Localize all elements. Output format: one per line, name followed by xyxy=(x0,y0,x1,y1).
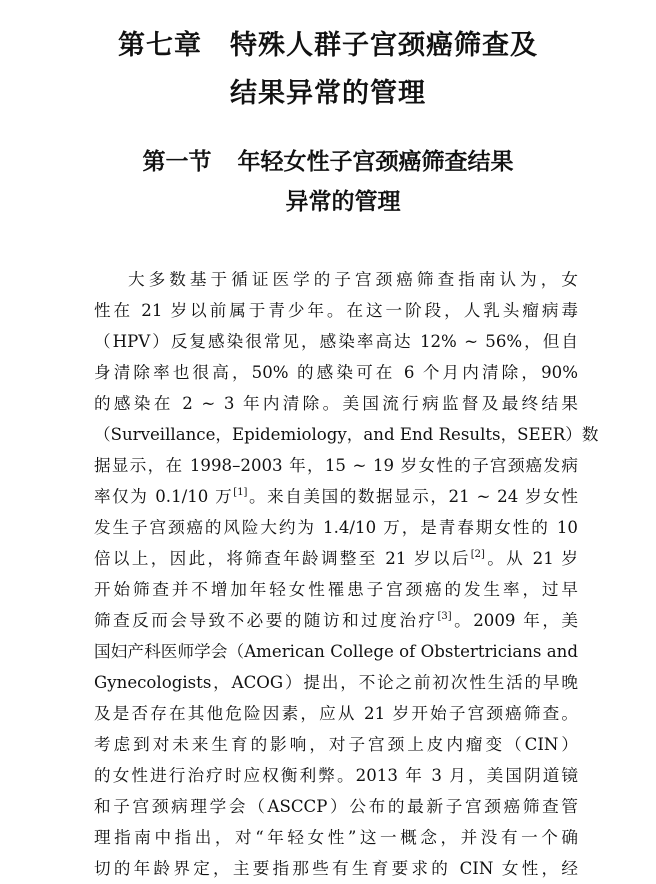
section-title-line-1 xyxy=(60,142,596,182)
body-line: （HPV）反复感染很常见，感染率高达 12% ~ 56%，但自 xyxy=(94,332,578,351)
body-line xyxy=(94,605,578,636)
section-title xyxy=(60,142,596,222)
body-line-text: 。从 21 岁 xyxy=(484,549,578,568)
body-line: 及是否存在其他危险因素，应从 21 岁开始子宫颈癌筛查。 xyxy=(94,704,578,723)
body-line-text: 率仅为 0.1/10 万 xyxy=(94,487,234,506)
section-title-line-2: 异常的管理 xyxy=(285,189,401,215)
body-line xyxy=(94,543,578,574)
citation-ref-3: [3] xyxy=(437,611,452,622)
body-line: （Surveillance，Epidemiology，and End Results，SEER）数 xyxy=(94,425,599,444)
body-line: 据显示，在 1998–2003 年，15 ~ 19 岁女性的子宫颈癌发病 xyxy=(94,456,578,475)
body-line: 开始筛查并不增加年轻女性罹患子宫颈癌的发生率，过早 xyxy=(94,580,578,599)
body-line: 理指南中指出，对“年轻女性”这一概念，并没有一个确 xyxy=(94,828,578,847)
body-line: 的女性进行治疗时应权衡利弊。2013 年 3 月，美国阴道镜 xyxy=(94,766,578,785)
section-label: 第一节 xyxy=(142,149,212,175)
body-line: 大多数基于循证医学的子宫颈癌筛查指南认为，女 xyxy=(128,270,578,289)
chapter-title xyxy=(60,22,596,118)
chapter-title-line-1: 第七章 特殊人群子宫颈癌筛查及 xyxy=(118,30,538,61)
body-line-text: 。来自美国的数据显示，21 ~ 24 岁女性 xyxy=(247,487,578,506)
body-line-text: 。2009 年，美 xyxy=(451,611,578,630)
body-line-text: 倍以上，因此，将筛查年龄调整至 21 岁以后 xyxy=(94,549,471,568)
body-line: 的感染在 2 ~ 3 年内清除。美国流行病监督及最终结果 xyxy=(94,394,578,413)
body-line: 国妇产科医师学会（American College of Obstertricians and xyxy=(94,642,578,661)
section-title-text: 年轻女性子宫颈癌筛查结果 xyxy=(237,149,514,175)
chapter-title-line-2: 结果异常的管理 xyxy=(230,78,426,109)
body-line: 性在 21 岁以前属于青少年。在这一阶段，人乳头瘤病毒 xyxy=(94,301,578,320)
body-line: 考虑到对未来生育的影响，对子宫颈上皮内瘤变（CIN） xyxy=(94,735,578,754)
body-line: 切的年龄界定，主要指那些有生育要求的 CIN 女性，经 xyxy=(94,859,578,878)
body-line-text: 筛查反而会导致不必要的随访和过度治疗 xyxy=(94,611,438,630)
citation-ref-1: [1] xyxy=(233,487,248,498)
citation-ref-2: [2] xyxy=(470,549,485,560)
body-line: 身清除率也很高，50% 的感染可在 6 个月内清除，90% xyxy=(94,363,578,382)
body-line xyxy=(94,481,578,512)
body-line: 和子宫颈病理学会（ASCCP）公布的最新子宫颈癌筛查管 xyxy=(94,797,578,816)
body-line: Gynecologists，ACOG）提出，不论之前初次性生活的早晚 xyxy=(94,673,578,692)
body-line: 发生子宫颈癌的风险大约为 1.4/10 万，是青春期女性的 10 xyxy=(94,518,578,537)
body-paragraph xyxy=(94,264,599,884)
